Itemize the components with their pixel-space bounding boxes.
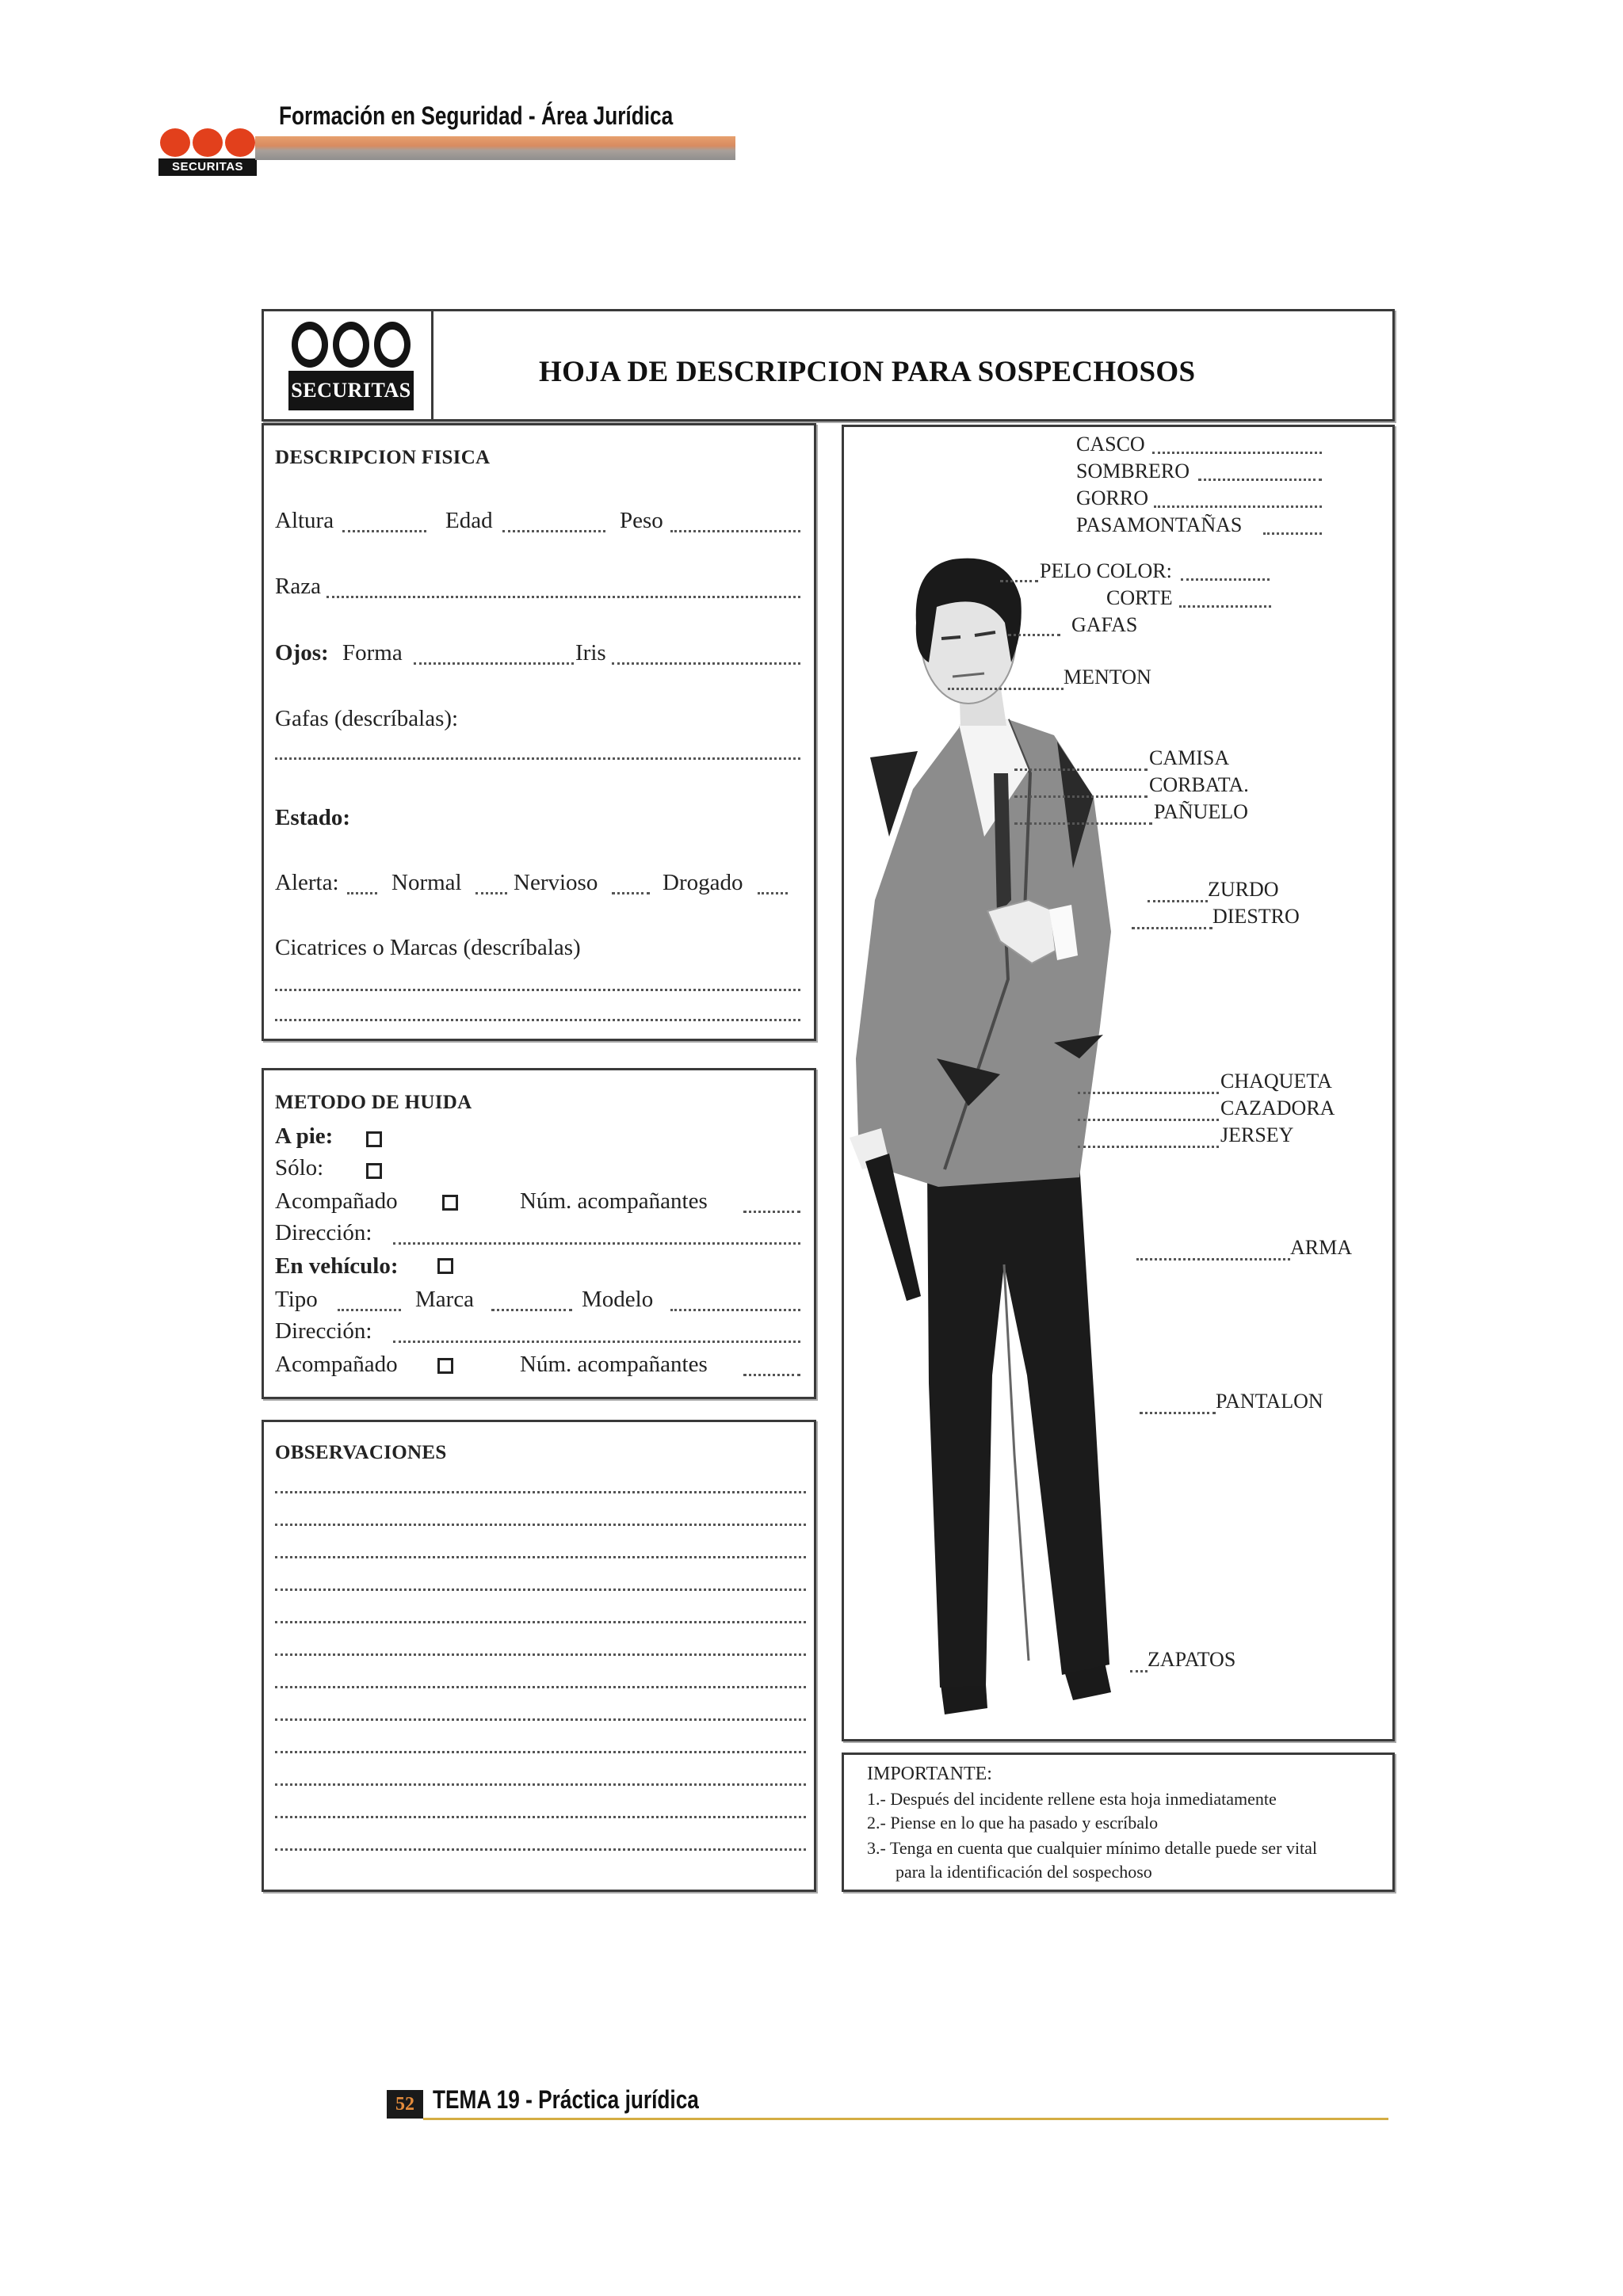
label-normal: Normal [391, 870, 462, 895]
field-direccion[interactable] [393, 1242, 800, 1245]
label-iris: Iris [575, 640, 606, 666]
observations-line[interactable] [275, 1621, 806, 1623]
trousers [927, 1161, 1109, 1688]
field-pelo-color[interactable] [1181, 578, 1270, 581]
page-number: 52 [387, 2090, 423, 2119]
leader-line [1014, 795, 1148, 798]
label-alerta: Alerta: [275, 870, 339, 895]
field-normal[interactable] [475, 892, 507, 894]
label-zapatos: ZAPATOS [1148, 1648, 1236, 1671]
label-acompanado: Acompañado [275, 1352, 398, 1377]
field-modelo[interactable] [670, 1309, 800, 1311]
label-num-acompanantes: Núm. acompañantes [520, 1352, 708, 1377]
left-shoe [941, 1684, 987, 1714]
leader-line [1148, 900, 1208, 902]
title-divider [431, 311, 433, 419]
observations-line[interactable] [275, 1816, 806, 1818]
label-altura: Altura [275, 508, 334, 533]
observations-line[interactable] [275, 1751, 806, 1753]
field-marca[interactable] [491, 1309, 572, 1311]
label-pantalon: PANTALON [1216, 1390, 1323, 1413]
section-title: DESCRIPCION FISICA [275, 447, 491, 468]
label-raza: Raza [275, 574, 321, 599]
leader-line [1078, 1119, 1219, 1121]
field-ojos-iris[interactable] [612, 662, 800, 665]
observations-line[interactable] [275, 1524, 806, 1526]
important-title: IMPORTANTE: [867, 1764, 992, 1784]
label-estado: Estado: [275, 805, 351, 830]
field-corte[interactable] [1179, 605, 1271, 608]
label-acompanado: Acompañado [275, 1188, 398, 1214]
label-direccion: Dirección: [275, 1318, 372, 1344]
observations-line[interactable] [275, 1491, 806, 1493]
label-corbata: CORBATA. [1149, 773, 1249, 796]
label-cicatrices: Cicatrices o Marcas (descríbalas) [275, 935, 581, 960]
important-item-1: 1.- Después del incidente rellene esta hoja inmediatamente [867, 1789, 1277, 1809]
checkbox-en-vehiculo[interactable] [437, 1258, 453, 1274]
important-item-3: 3.- Tenga en cuenta que cualquier mínimo detalle puede ser vital [867, 1838, 1318, 1858]
label-gafas: GAFAS [1071, 613, 1138, 636]
observations-line[interactable] [275, 1718, 806, 1721]
important-item-2: 2.- Piense en lo que ha pasado y escríbalo [867, 1813, 1159, 1833]
eyebrow [941, 637, 960, 639]
label-solo: Sólo: [275, 1155, 324, 1180]
label-gorro: GORRO [1076, 486, 1149, 509]
label-jersey: JERSEY [1220, 1123, 1294, 1146]
checkbox-a-pie[interactable] [366, 1131, 382, 1147]
observations-line[interactable] [275, 1589, 806, 1591]
checkbox-acompanado-vehiculo[interactable] [437, 1358, 453, 1374]
logo-ring [374, 322, 411, 368]
observations-line[interactable] [275, 1686, 806, 1688]
leader-line [1078, 1092, 1219, 1094]
label-corte: CORTE [1106, 586, 1173, 609]
field-peso[interactable] [670, 530, 800, 532]
important-item-3-continued: para la identificación del sospechoso [896, 1862, 1152, 1882]
securitas-header-logo [158, 127, 257, 177]
logo-dot [225, 128, 255, 157]
field-drogado[interactable] [758, 892, 788, 894]
label-sombrero: SOMBRERO [1076, 460, 1190, 482]
label-pasamontanas: PASAMONTAÑAS [1076, 513, 1243, 536]
label-tipo: Tipo [275, 1287, 318, 1312]
observations-line[interactable] [275, 1848, 806, 1851]
label-menton: MENTON [1064, 666, 1151, 688]
field-altura[interactable] [342, 530, 426, 532]
leader-line [1014, 822, 1152, 825]
section-title: OBSERVACIONES [275, 1442, 447, 1463]
logo-wordmark: SECURITAS [288, 371, 414, 410]
label-ojos: Ojos: [275, 640, 329, 666]
header-bar [255, 136, 735, 160]
label-cazadora: CAZADORA [1220, 1097, 1335, 1119]
footer-title: TEMA 19 - Práctica jurídica [433, 2085, 699, 2114]
field-sombrero[interactable] [1198, 479, 1322, 481]
field-ojos-forma[interactable] [414, 662, 574, 665]
label-zurdo: ZURDO [1208, 878, 1279, 901]
label-en-vehiculo: En vehículo: [275, 1253, 399, 1279]
field-nervioso[interactable] [612, 892, 650, 894]
field-cicatrices-1[interactable] [275, 989, 800, 991]
leader-line [1136, 1258, 1290, 1261]
logo-ring [292, 322, 328, 368]
field-raza[interactable] [327, 596, 800, 598]
label-casco: CASCO [1076, 433, 1145, 456]
logo-ring [333, 322, 369, 368]
section-title: METODO DE HUIDA [275, 1092, 472, 1113]
leader-line [948, 688, 1064, 690]
label-gafas: Gafas (descríbalas): [275, 706, 459, 731]
field-alerta[interactable] [347, 892, 377, 894]
observations-line[interactable] [275, 1783, 806, 1786]
label-forma: Forma [342, 640, 403, 666]
leader-line [1014, 769, 1148, 771]
label-marca: Marca [415, 1287, 475, 1312]
label-num-acompanantes: Núm. acompañantes [520, 1188, 708, 1214]
label-camisa: CAMISA [1149, 746, 1230, 769]
footer-rule [423, 2118, 1388, 2120]
label-peso: Peso [620, 508, 663, 533]
checkbox-acompanado[interactable] [442, 1195, 458, 1211]
field-gafas[interactable] [275, 757, 800, 760]
label-edad: Edad [445, 508, 493, 533]
leader-line [1132, 927, 1212, 929]
label-diestro: DIESTRO [1212, 905, 1300, 928]
logo-dot [193, 128, 223, 157]
field-edad[interactable] [502, 530, 605, 532]
logo-wordmark: SECURITAS [158, 158, 257, 176]
field-num-acompanantes[interactable] [743, 1211, 800, 1213]
leader-line [1130, 1670, 1148, 1672]
field-casco[interactable] [1152, 452, 1322, 454]
leader-line [1078, 1146, 1219, 1148]
form-title: HOJA DE DESCRIPCION PARA SOSPECHOSOS [539, 356, 1196, 388]
field-pasamontanas[interactable] [1263, 532, 1322, 535]
leader-line [1140, 1412, 1216, 1414]
leader-line [1008, 634, 1060, 636]
label-a-pie: A pie: [275, 1123, 334, 1149]
label-panuelo: PAÑUELO [1154, 800, 1248, 823]
leader-line [1000, 580, 1038, 582]
field-num-acompanantes-vehiculo[interactable] [743, 1374, 800, 1376]
observations-line[interactable] [275, 1556, 806, 1558]
securitas-form-logo [288, 318, 414, 412]
label-direccion: Dirección: [275, 1220, 372, 1245]
logo-dot [160, 128, 190, 157]
field-direccion-vehiculo[interactable] [393, 1341, 800, 1343]
label-drogado: Drogado [663, 870, 743, 895]
label-pelo-color: PELO COLOR: [1040, 559, 1172, 582]
label-modelo: Modelo [582, 1287, 654, 1312]
checkbox-solo[interactable] [366, 1163, 382, 1179]
label-chaqueta: CHAQUETA [1220, 1070, 1332, 1093]
label-arma: ARMA [1290, 1236, 1353, 1259]
observations-line[interactable] [275, 1653, 806, 1656]
header-title: Formación en Seguridad - Área Jurídica [279, 101, 674, 130]
field-cicatrices-2[interactable] [275, 1019, 800, 1021]
field-tipo[interactable] [338, 1309, 401, 1311]
label-nervioso: Nervioso [514, 870, 598, 895]
field-gorro[interactable] [1154, 505, 1322, 508]
